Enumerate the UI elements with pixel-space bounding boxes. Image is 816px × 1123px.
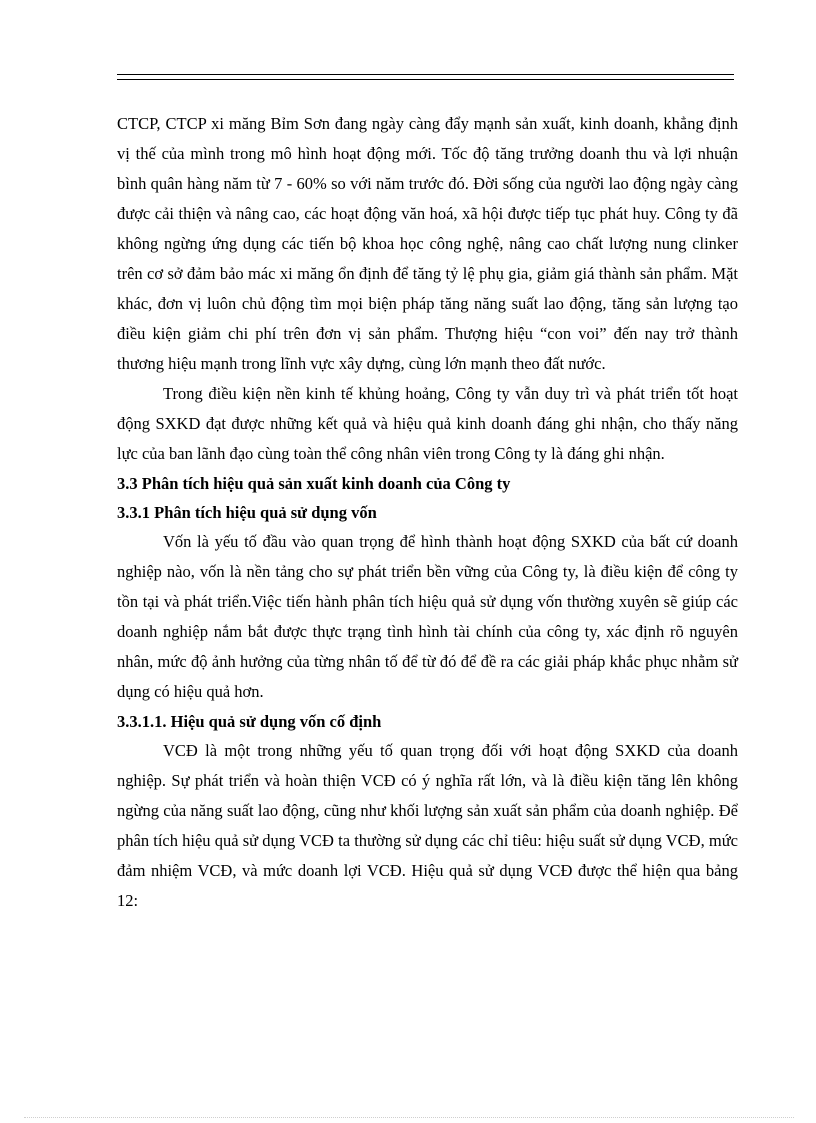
document-body xyxy=(117,109,738,916)
paragraph-economic-crisis: Trong điều kiện nền kinh tế khủng hoảng, Công ty vẫn duy trì và phát triển tốt hoạt động SXKD đạt được những kết quả và hiệu quả kinh doanh đáng ghi nhận, cho thấy năng lực của ban lãnh đạo cùng toàn thể công nhân viên trong Công ty là đáng ghi nhận. xyxy=(117,384,738,463)
header-double-rule xyxy=(117,74,734,80)
paragraph-fixed-capital: VCĐ là một trong những yếu tố quan trọng đối với hoạt động SXKD của doanh nghiệp. Sự phát triển và hoàn thiện VCĐ có ý nghĩa rất lớn, và là điều kiện tăng lên không ngừng của năng suất lao động, cũng như khối lượng sản xuất sản phẩm của doanh nghiệp. Để phân tích hiệu quả sử dụng VCĐ ta thường sử dụng các chỉ tiêu: hiệu suất sử dụng VCĐ, mức đảm nhiệm VCĐ, và mức doanh lợi VCĐ. Hiệu quả sử dụng VCĐ được thể hiện qua bảng 12: xyxy=(117,741,738,910)
footer-dotted-rule xyxy=(24,1117,794,1118)
heading-3-3-1: 3.3.1 Phân tích hiệu quả sử dụng vốn xyxy=(117,503,377,522)
paragraph-capital-analysis: Vốn là yếu tố đầu vào quan trọng để hình thành hoạt động SXKD của bất cứ doanh nghiệp nào, vốn là nền tảng cho sự phát triển bền vững của Công ty, là điều kiện để công ty tồn tại và phát triển.Việc tiến hành phân tích hiệu quả sử dụng vốn thường xuyên sẽ giúp các doanh nghiệp nắm bắt được thực trạng tình hình tài chính của công ty, xác định rõ nguyên nhân, mức độ ảnh hưởng của từng nhân tố để từ đó để đề ra các giải pháp khắc phục nhằm sử dụng có hiệu quả hơn. xyxy=(117,532,738,701)
heading-3-3-1-1: 3.3.1.1. Hiệu quả sử dụng vốn cố định xyxy=(117,712,382,731)
paragraph-company-growth: CTCP, CTCP xi măng Bỉm Sơn đang ngày càng đẩy mạnh sản xuất, kinh doanh, khẳng định vị thế của mình trong mô hình hoạt động mới. Tốc độ tăng trưởng doanh thu và lợi nhuận bình quân hàng năm từ 7 - 60% so với năm trước đó. Đời sống của người lao động ngày càng được cải thiện và nâng cao, các hoạt động văn hoá, xã hội được tiếp tục phát huy. Công ty đã không ngừng ứng dụng các tiến bộ khoa học công nghệ, nâng cao chất lượng nung clinker trên cơ sở đảm bảo mác xi măng ổn định để tăng tỷ lệ phụ gia, giảm giá thành sản phẩm. Mặt khác, đơn vị luôn chủ động tìm mọi biện pháp tăng năng suất lao động, tăng sản lượng tạo điều kiện giảm chi phí trên đơn vị sản phẩm. Thượng hiệu “con voi” đến nay trở thành thương hiệu mạnh trong lĩnh vực xây dựng, cùng lớn mạnh theo đất nước. xyxy=(117,114,738,373)
heading-3-3: 3.3 Phân tích hiệu quả sản xuất kinh doanh của Công ty xyxy=(117,474,511,493)
